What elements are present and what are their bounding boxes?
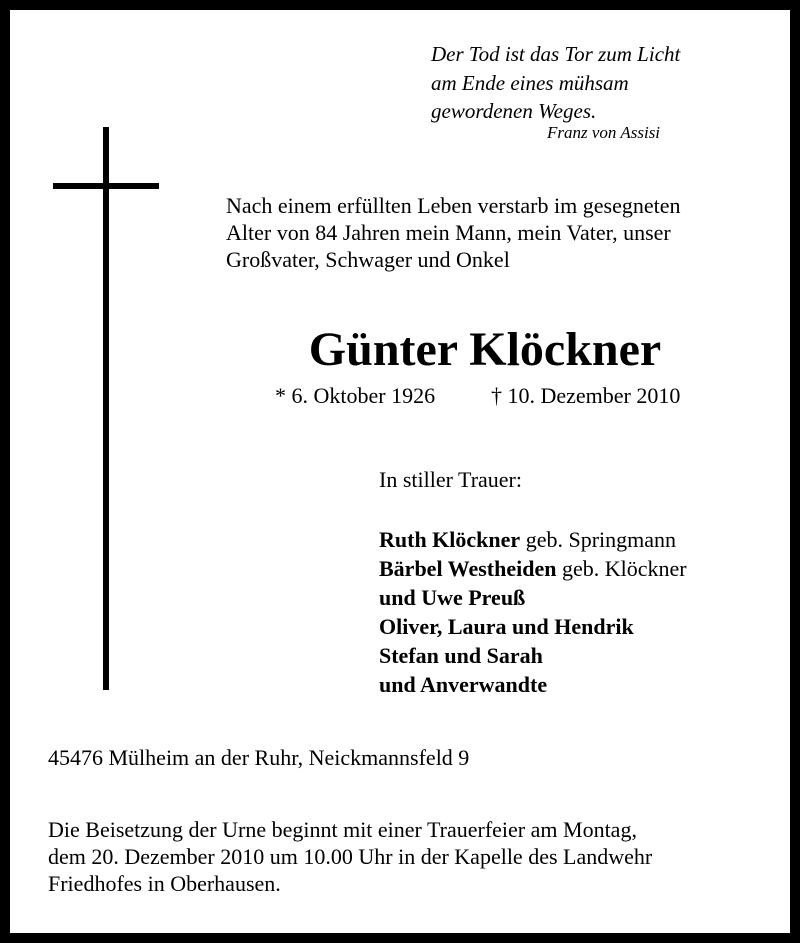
intro-line: Alter von 84 Jahren mein Mann, mein Vater, unser — [226, 220, 671, 245]
funeral-info — [48, 816, 652, 897]
mourner-name: Stefan und Sarah — [379, 643, 543, 668]
quote-line: Der Tod ist das Tor zum Licht — [431, 42, 681, 66]
deceased-name: Günter Klöckner — [308, 323, 662, 376]
quote-line: gewordenen Weges. — [431, 99, 597, 123]
death-date: † 10. Dezember 2010 — [491, 383, 681, 408]
funeral-line: Friedhofes in Oberhausen. — [48, 871, 281, 896]
quote-line: am Ende eines mühsam — [431, 70, 629, 95]
mourner-name: und Anverwandte — [379, 672, 548, 697]
mourner-entry — [379, 641, 687, 670]
cross-vertical-bar — [103, 127, 109, 690]
intro-line: Nach einem erfüllten Leben verstarb im gesegneten — [226, 193, 681, 218]
quote-author: Franz von Assisi — [547, 123, 661, 142]
mourner-name: Oliver, Laura und Hendrik — [379, 614, 634, 639]
mourner-entry — [379, 612, 687, 641]
funeral-line: Die Beisetzung der Urne beginnt mit einer Trauerfeier am Montag, — [48, 817, 637, 842]
mourner-entry — [379, 670, 687, 699]
quote — [431, 40, 680, 126]
mourner-entry — [379, 554, 687, 583]
mourner-name: und Uwe Preuß — [379, 585, 526, 610]
cross-horizontal-bar — [53, 183, 159, 189]
mourner-name: Bärbel Westheiden — [379, 556, 557, 581]
intro-text — [226, 192, 680, 273]
mourner-suffix: geb. Klöckner — [556, 556, 687, 581]
mourner-name: Ruth Klöckner — [379, 527, 521, 552]
mourner-entry — [379, 583, 687, 612]
funeral-line: dem 20. Dezember 2010 um 10.00 Uhr in der Kapelle des Landwehr — [48, 844, 653, 869]
birth-date: * 6. Oktober 1926 — [275, 383, 436, 408]
mourners-list — [379, 525, 687, 699]
address: 45476 Mülheim an der Ruhr, Neickmannsfeld 9 — [48, 745, 470, 770]
mourner-entry — [379, 525, 687, 554]
mourner-suffix: geb. Springmann — [520, 527, 677, 552]
mourning-label: In stiller Trauer: — [379, 467, 522, 492]
intro-line: Großvater, Schwager und Onkel — [226, 247, 510, 272]
